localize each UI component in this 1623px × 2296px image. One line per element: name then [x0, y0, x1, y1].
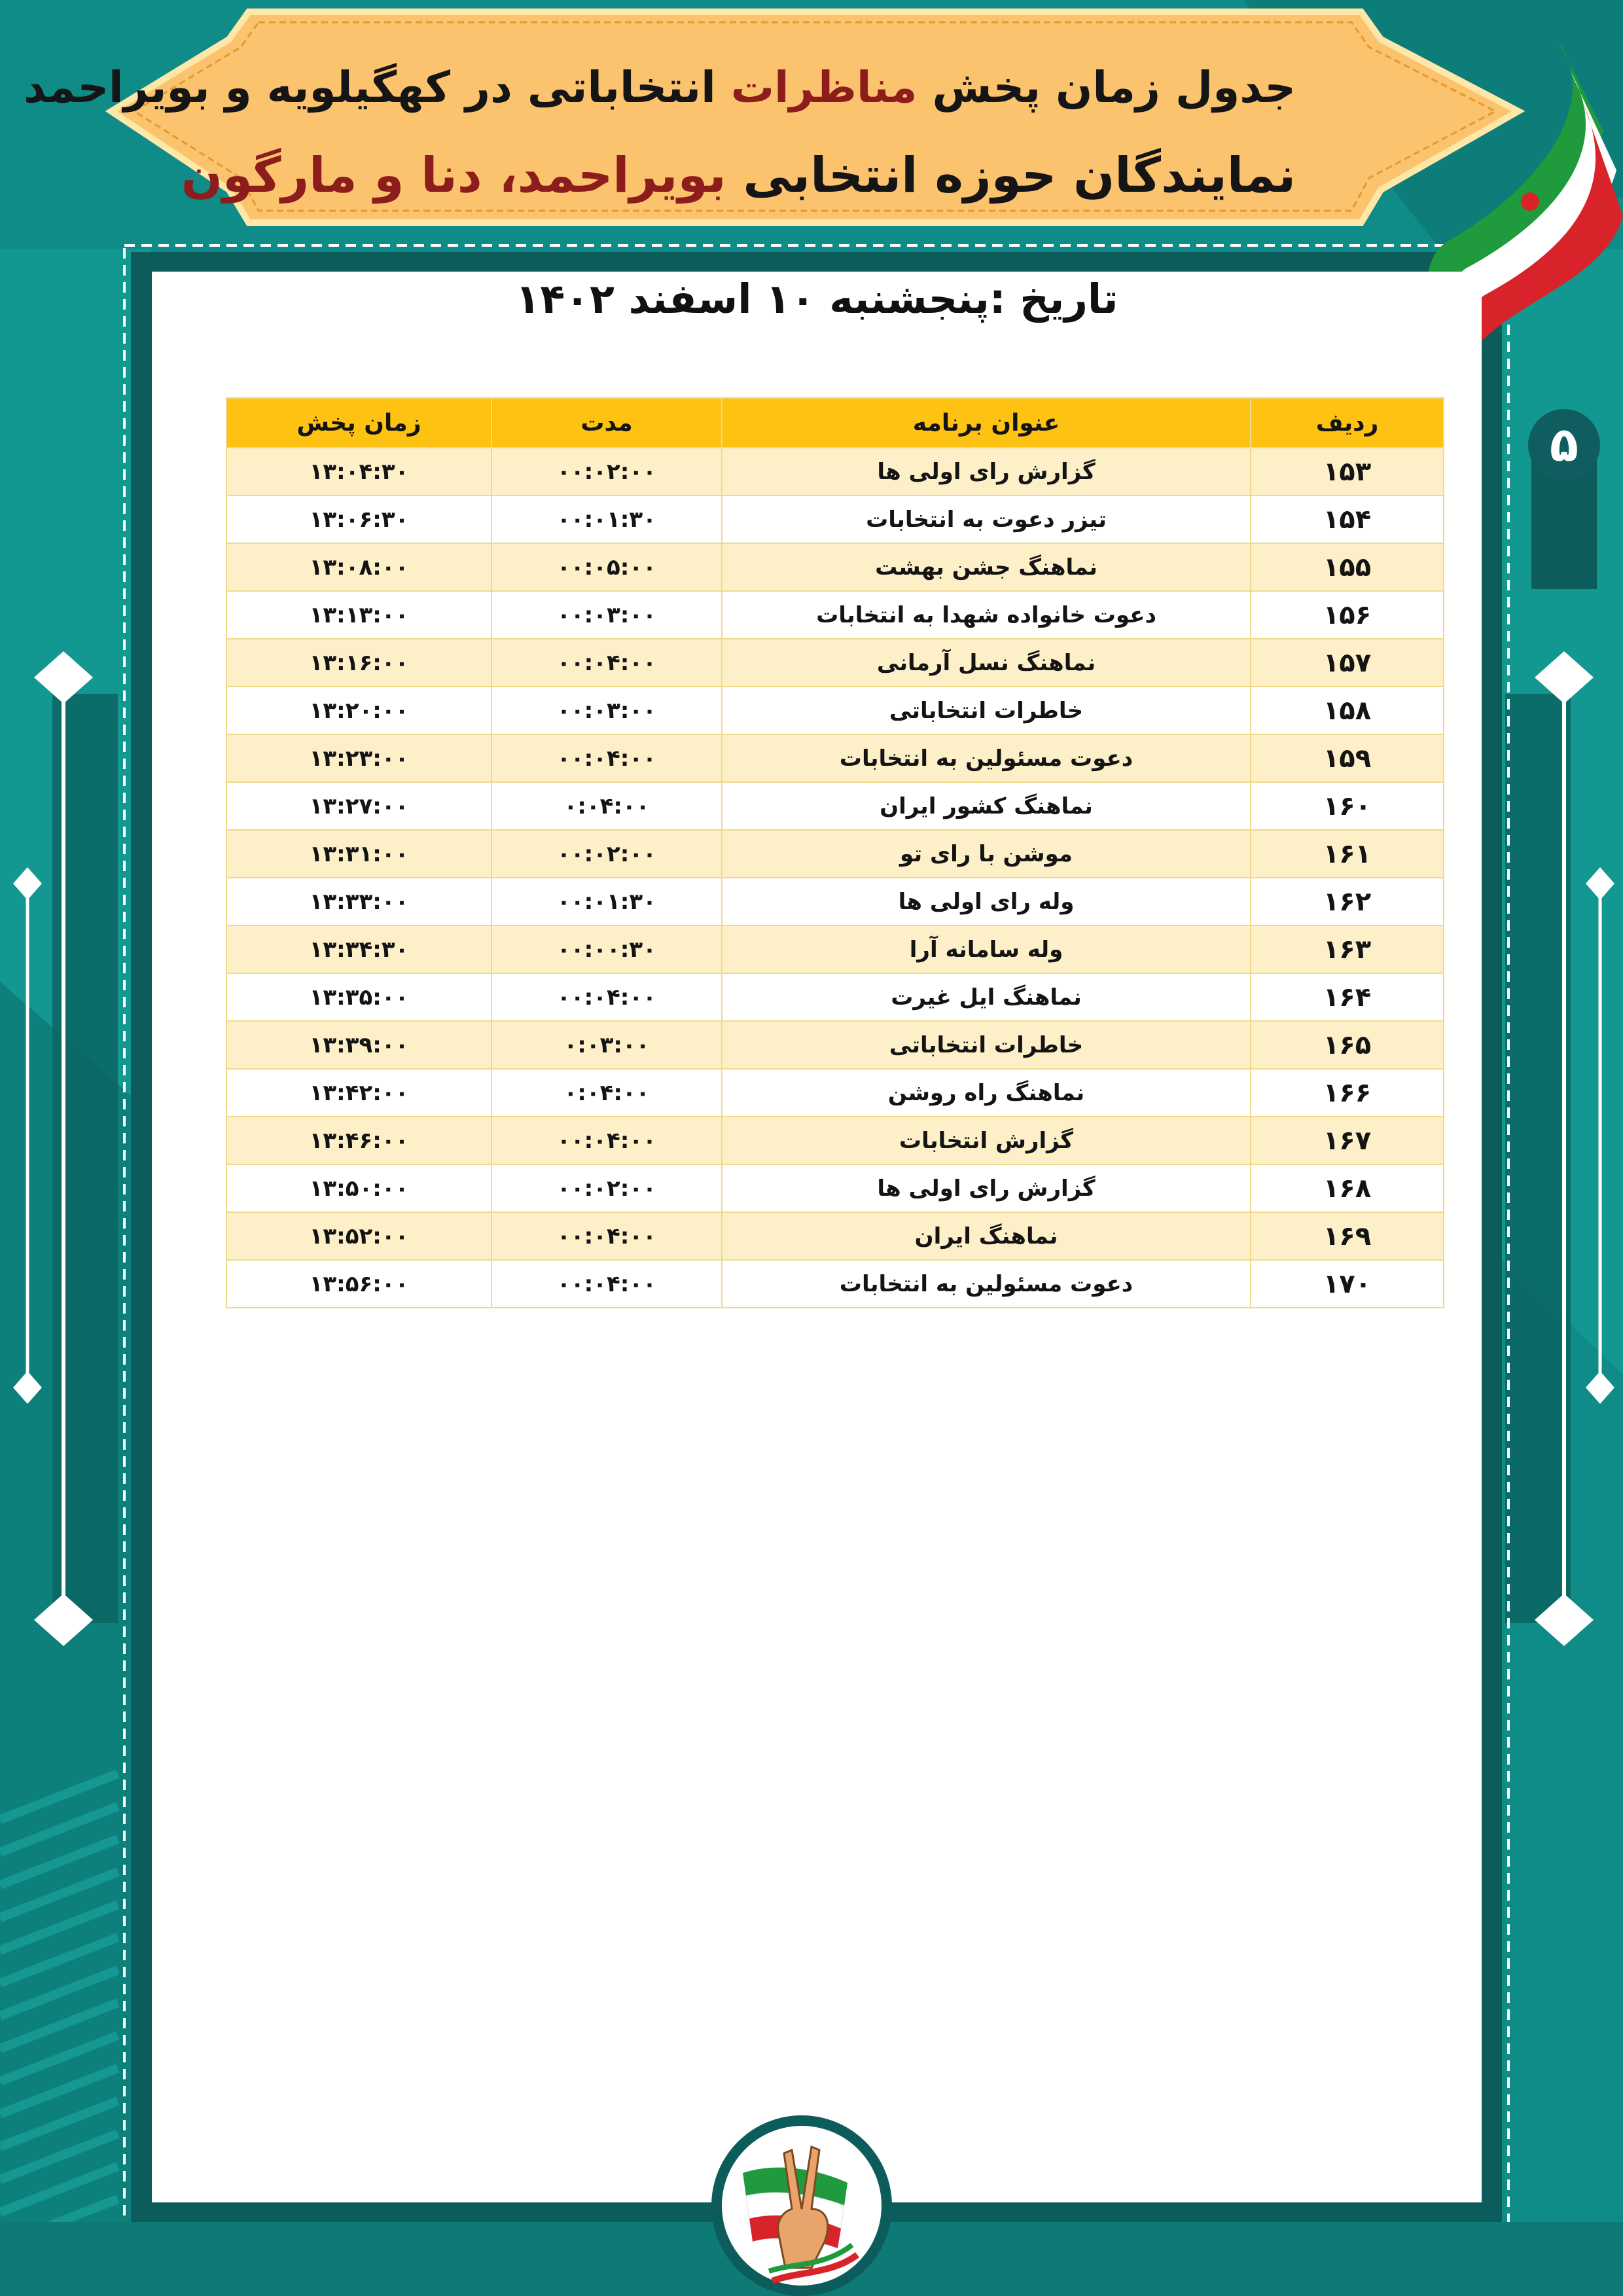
col-header-program-title: عنوان برنامه — [722, 398, 1251, 448]
table-row — [226, 1164, 1444, 1212]
program-title: گزارش رای اولی ها — [722, 448, 1251, 495]
broadcast-time: ۱۳:۰۶:۳۰ — [226, 495, 491, 543]
row-number: ۱۷۰ — [1251, 1260, 1444, 1308]
title1-part1: جدول زمان پخش — [932, 62, 1296, 113]
row-number: ۱۶۷ — [1251, 1117, 1444, 1164]
program-title: نماهنگ جشن بهشت — [722, 543, 1251, 591]
row-number: ۱۶۲ — [1251, 878, 1444, 925]
program-title: دعوت خانواده شهدا به انتخابات — [722, 591, 1251, 639]
broadcast-time: ۱۳:۲۳:۰۰ — [226, 734, 491, 782]
broadcast-time: ۱۳:۰۸:۰۰ — [226, 543, 491, 591]
broadcast-time: ۱۳:۰۴:۳۰ — [226, 448, 491, 495]
duration: ۰۰:۰۴:۰۰ — [491, 973, 722, 1021]
row-number: ۱۶۰ — [1251, 782, 1444, 830]
broadcast-time: ۱۳:۱۶:۰۰ — [226, 639, 491, 687]
page-number-badge: ۵ — [1528, 409, 1600, 481]
header-title-line2 — [181, 147, 1296, 204]
title2-part1: نمایندگان حوزه انتخابی — [743, 147, 1296, 204]
broadcast-time: ۱۳:۲۰:۰۰ — [226, 687, 491, 734]
table-row — [226, 734, 1444, 782]
row-number: ۱۵۷ — [1251, 639, 1444, 687]
table-row — [226, 448, 1444, 495]
duration: ۰:۰۴:۰۰ — [491, 782, 722, 830]
program-title: خاطرات انتخاباتی — [722, 1021, 1251, 1069]
row-number: ۱۶۵ — [1251, 1021, 1444, 1069]
program-title: وله رای اولی ها — [722, 878, 1251, 925]
row-number: ۱۵۴ — [1251, 495, 1444, 543]
row-number: ۱۶۱ — [1251, 830, 1444, 878]
program-title: نماهنگ ایران — [722, 1212, 1251, 1260]
duration: ۰۰:۰۱:۳۰ — [491, 495, 722, 543]
row-number: ۱۶۳ — [1251, 925, 1444, 973]
row-number: ۱۵۶ — [1251, 591, 1444, 639]
duration: ۰۰:۰۵:۰۰ — [491, 543, 722, 591]
broadcast-time: ۱۳:۴۶:۰۰ — [226, 1117, 491, 1164]
broadcast-time: ۱۳:۳۴:۳۰ — [226, 925, 491, 973]
broadcast-time: ۱۳:۳۱:۰۰ — [226, 830, 491, 878]
table-row — [226, 973, 1444, 1021]
row-number: ۱۵۸ — [1251, 687, 1444, 734]
duration: ۰۰:۰۴:۰۰ — [491, 1260, 722, 1308]
broadcast-time: ۱۳:۵۰:۰۰ — [226, 1164, 491, 1212]
program-title: خاطرات انتخاباتی — [722, 687, 1251, 734]
table-row — [226, 782, 1444, 830]
row-number: ۱۶۴ — [1251, 973, 1444, 1021]
table-row — [226, 639, 1444, 687]
header-title-line1 — [24, 62, 1296, 113]
duration: ۰۰:۰۲:۰۰ — [491, 1164, 722, 1212]
program-title: نماهنگ ایل غیرت — [722, 973, 1251, 1021]
table-row — [226, 830, 1444, 878]
table-row — [226, 687, 1444, 734]
title2-highlight: بویراحمد، دنا و مارگون — [181, 147, 726, 204]
duration: ۰۰:۰۴:۰۰ — [491, 1117, 722, 1164]
table-row — [226, 1117, 1444, 1164]
program-title: دعوت مسئولین به انتخابات — [722, 734, 1251, 782]
col-header-broadcast-time: زمان پخش — [226, 398, 491, 448]
program-title: گزارش رای اولی ها — [722, 1164, 1251, 1212]
program-title: نماهنگ راه روشن — [722, 1069, 1251, 1117]
row-number: ۱۵۳ — [1251, 448, 1444, 495]
table-row — [226, 591, 1444, 639]
col-header-duration: مدت — [491, 398, 722, 448]
table-row — [226, 1260, 1444, 1308]
row-number: ۱۶۶ — [1251, 1069, 1444, 1117]
program-title: نماهنگ نسل آرمانی — [722, 639, 1251, 687]
program-title: موشن با رای تو — [722, 830, 1251, 878]
duration: ۰۰:۰۴:۰۰ — [491, 639, 722, 687]
duration: ۰۰:۰۳:۰۰ — [491, 591, 722, 639]
program-title: دعوت مسئولین به انتخابات — [722, 1260, 1251, 1308]
duration: ۰۰:۰۰:۳۰ — [491, 925, 722, 973]
duration: ۰۰:۰۲:۰۰ — [491, 448, 722, 495]
duration: ۰:۰۴:۰۰ — [491, 1069, 722, 1117]
row-number: ۱۵۵ — [1251, 543, 1444, 591]
broadcast-time: ۱۳:۵۲:۰۰ — [226, 1212, 491, 1260]
title1-part2: انتخاباتی در کهگیلویه و بویراحمد — [24, 62, 716, 113]
duration: ۰۰:۰۱:۳۰ — [491, 878, 722, 925]
table-header-row — [226, 398, 1444, 448]
duration: ۰:۰۳:۰۰ — [491, 1021, 722, 1069]
table-row — [226, 1069, 1444, 1117]
broadcast-time: ۱۳:۳۵:۰۰ — [226, 973, 491, 1021]
table-row — [226, 925, 1444, 973]
table-row — [226, 495, 1444, 543]
program-title: وله سامانه آرا — [722, 925, 1251, 973]
row-number: ۱۵۹ — [1251, 734, 1444, 782]
broadcast-time: ۱۳:۱۳:۰۰ — [226, 591, 491, 639]
duration: ۰۰:۰۴:۰۰ — [491, 734, 722, 782]
col-header-row-number: ردیف — [1251, 398, 1444, 448]
table-row — [226, 1212, 1444, 1260]
broadcast-time: ۱۳:۵۶:۰۰ — [226, 1260, 491, 1308]
broadcast-time: ۱۳:۳۳:۰۰ — [226, 878, 491, 925]
duration: ۰۰:۰۴:۰۰ — [491, 1212, 722, 1260]
program-title: تیزر دعوت به انتخابات — [722, 495, 1251, 543]
duration: ۰۰:۰۳:۰۰ — [491, 687, 722, 734]
program-title: گزارش انتخابات — [722, 1117, 1251, 1164]
row-number: ۱۶۸ — [1251, 1164, 1444, 1212]
table-row — [226, 543, 1444, 591]
broadcast-time: ۱۳:۴۲:۰۰ — [226, 1069, 491, 1117]
schedule-table — [226, 397, 1444, 1308]
table-row — [226, 878, 1444, 925]
title1-highlight: مناظرات — [730, 62, 918, 113]
program-title: نماهنگ کشور ایران — [722, 782, 1251, 830]
broadcast-time: ۱۳:۳۹:۰۰ — [226, 1021, 491, 1069]
row-number: ۱۶۹ — [1251, 1212, 1444, 1260]
table-row — [226, 1021, 1444, 1069]
header-banner — [0, 0, 1623, 249]
victory-hand-logo-icon — [707, 2111, 897, 2296]
date-heading: تاریخ :پنجشنبه ۱۰ اسفند ۱۴۰۲ — [515, 275, 1118, 323]
broadcast-time: ۱۳:۲۷:۰۰ — [226, 782, 491, 830]
duration: ۰۰:۰۲:۰۰ — [491, 830, 722, 878]
